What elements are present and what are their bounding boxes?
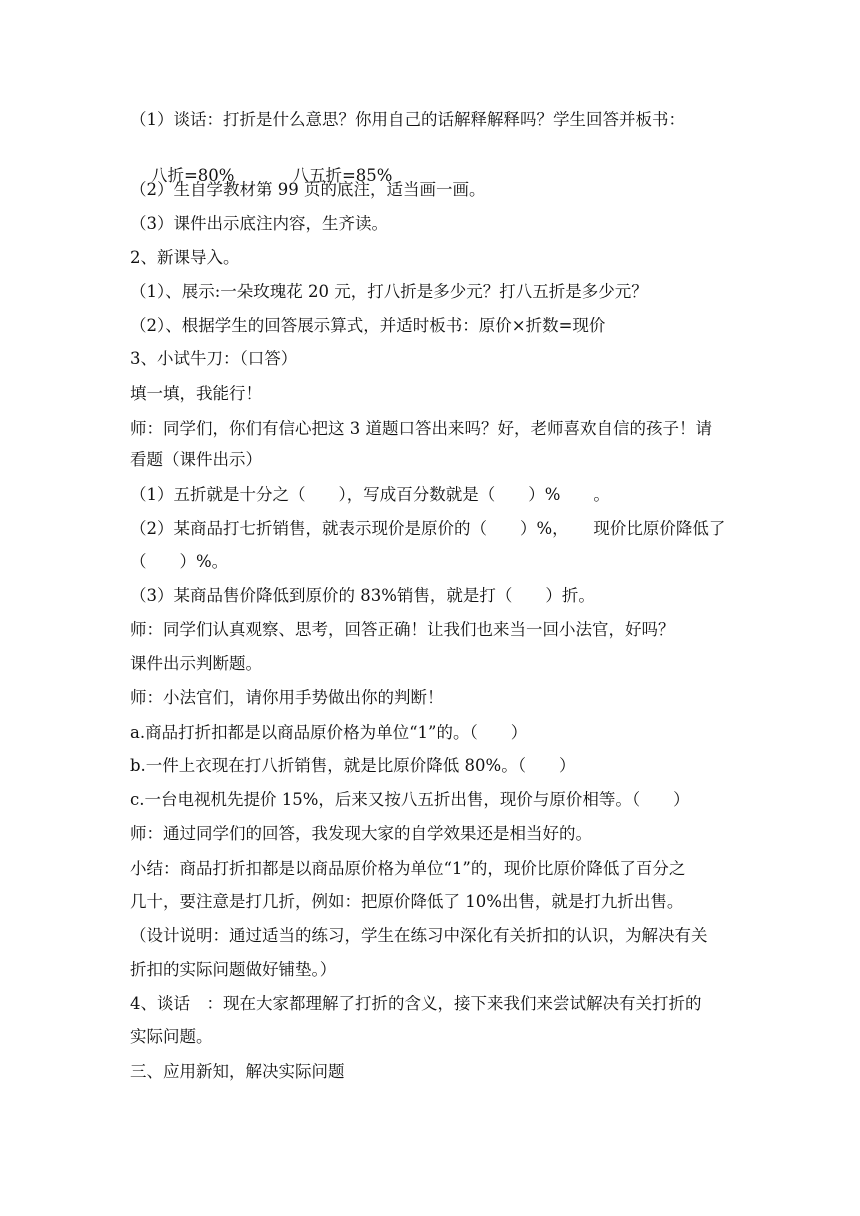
- text-line: [130, 146, 393, 185]
- text-line: 几十，要注意是打几折，例如：把原价降低了 10%出售，就是打九折出售。: [130, 892, 684, 911]
- text-line: 课件出示判断题。: [130, 654, 262, 673]
- text-line: （3）课件出示底注内容，生齐读。: [130, 214, 388, 233]
- text-line: 2、新课导入。: [130, 248, 240, 267]
- text-line: a.商品打折扣都是以商品原价格为单位“1”的。（ ）: [130, 723, 528, 742]
- text-line: 填一填，我能行！: [130, 384, 262, 403]
- text-line: （2）某商品打七折销售，就表示现价是原价的（ ）%， 现价比原价降低了: [130, 519, 726, 538]
- text-line: 3、小试牛刀：（口答）: [130, 349, 298, 368]
- text-line: （设计说明：通过适当的练习，学生在练习中深化有关折扣的认识，为解决有关: [130, 926, 708, 945]
- text-line: c.一台电视机先提价 15%，后来又按八五折出售，现价与原价相等。（ ）: [130, 790, 690, 809]
- text-line: 实际问题。: [130, 1027, 213, 1046]
- text-line: 师：通过同学们的回答，我发现大家的自学效果还是相当好的。: [130, 824, 592, 843]
- text-line: 三、应用新知，解决实际问题: [130, 1062, 345, 1081]
- text-line: （1）、展示:一朵玫瑰花 20 元，打八折是多少元？打八五折是多少元？: [130, 282, 648, 301]
- text-line: 师：同学们认真观察、思考，回答正确！让我们也来当一回小法官，好吗？: [130, 620, 675, 639]
- text-line: 折扣的实际问题做好铺垫。）: [130, 960, 337, 979]
- text-line: （2）生自学教材第 99 页的底注，适当画一画。: [130, 180, 486, 199]
- text-segment: 八五折=85%: [292, 166, 393, 185]
- text-segment: 八折=80%: [150, 166, 235, 185]
- text-line: 4、谈话 ：现在大家都理解了打折的含义，接下来我们来尝试解决有关打折的: [130, 994, 702, 1013]
- text-line: b.一件上衣现在打八折销售，就是比原价降低 80%。（ ）: [130, 756, 576, 775]
- text-line: 师：同学们，你们有信心把这 3 道题口答出来吗？好，老师喜欢自信的孩子！请: [130, 419, 712, 438]
- text-line: （1）谈话：打折是什么意思？你用自己的话解释解释吗？学生回答并板书：: [130, 110, 685, 129]
- text-line: 师：小法官们，请你用手势做出你的判断！: [130, 688, 444, 707]
- text-line: （ ）%。: [130, 552, 229, 571]
- text-line: 小结：商品打折扣都是以商品原价格为单位“1”的，现价比原价降低了百分之: [130, 859, 686, 878]
- text-line: 看题（课件出示）: [130, 450, 262, 469]
- text-line: （3）某商品售价降低到原价的 83%销售，就是打（ ）折。: [130, 586, 595, 605]
- text-line: （2）、根据学生的回答展示算式，并适时板书：原价×折数=现价: [130, 316, 606, 335]
- text-line: （1）五折就是十分之（ ），写成百分数就是（ ）% 。: [130, 485, 610, 504]
